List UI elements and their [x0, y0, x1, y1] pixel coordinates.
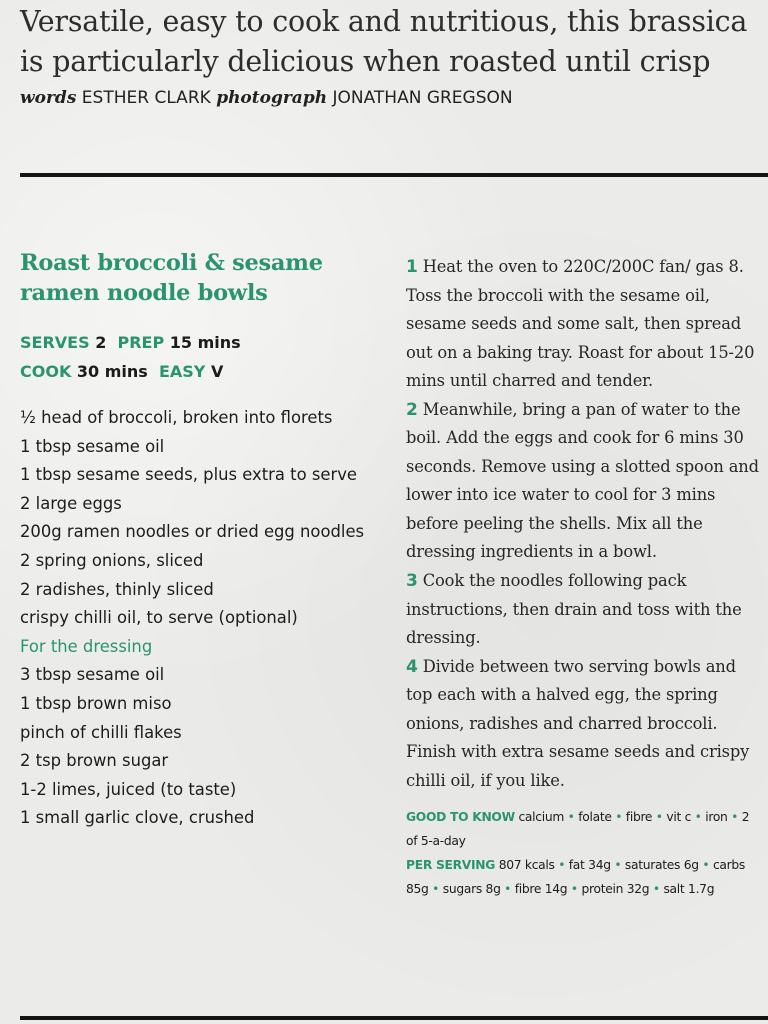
cook-label: COOK: [20, 361, 72, 381]
dressing-heading: For the dressing: [20, 636, 153, 656]
bottom-divider: [20, 1016, 768, 1020]
gtk-item: folate: [578, 810, 612, 825]
intro-line-1: Versatile, easy to cook and nutritious, this brassica: [20, 5, 748, 38]
ingredient-item: ½ head of broccoli, broken into florets: [20, 408, 333, 427]
dressing-item: 3 tbsp sesame oil: [20, 665, 165, 685]
ingredient-item: crispy chilli oil, to serve (optional): [20, 608, 298, 628]
prep-value: 15 mins: [169, 333, 241, 352]
dressing-item: 1-2 limes, juiced (to taste): [20, 779, 237, 799]
dressing-item: pinch of chilli flakes: [20, 722, 182, 742]
method-step-1: [406, 253, 761, 396]
step-number: 3: [406, 571, 418, 592]
serves-label: SERVES: [20, 333, 90, 352]
nutrient-item: 807 kcals: [498, 858, 555, 873]
gtk-item: fibre: [625, 810, 653, 825]
step-text: Cook the noodles following pack instructions, then drain and toss with the dressing.: [406, 571, 742, 648]
writer-name: ESTHER CLARK: [81, 88, 211, 108]
nutrient-item: protein 32g: [581, 882, 650, 897]
step-text: Heat the oven to 220C/200C fan/ gas 8. Toss the broccoli with the sesame oil, sesame seeds and some salt, then spread out on a baking tray. Roast for about 15-20 mins until charred and tender.: [406, 257, 755, 391]
method-step-3: [406, 567, 761, 653]
words-label: words: [20, 88, 77, 108]
vegetarian-badge: V: [210, 361, 224, 381]
cook-value: 30 mins: [76, 361, 148, 381]
ingredient-item: 1 tbsp sesame oil: [20, 436, 165, 456]
intro-text: [20, 2, 768, 82]
per-serving-label: PER SERVING: [406, 858, 496, 873]
nutrient-item: salt 1.7g: [663, 882, 715, 897]
ingredients-column: [20, 248, 390, 833]
photograph-label: photograph: [216, 88, 328, 108]
dressing-item: 1 small garlic clove, crushed: [20, 808, 255, 828]
gtk-item: 2 of 5-a-day: [406, 810, 750, 849]
ingredient-item: 200g ramen noodles or dried egg noodles: [20, 522, 365, 542]
ingredient-item: 2 radishes, thinly sliced: [20, 579, 214, 599]
recipe-title-line-2: ramen noodle bowls: [20, 280, 268, 306]
nutrition-info: [406, 805, 761, 901]
step-text: Divide between two serving bowls and top each with a halved egg, the spring onions, radishes and charred broccoli. Finish with extra sesame seeds and crispy chilli oil, if you like.: [406, 656, 750, 790]
nutrient-item: fibre 14g: [514, 882, 568, 897]
good-to-know: GOOD TO KNOW calcium • folate • fibre • vit c • iron • 2 of 5-a-day: [406, 810, 750, 849]
ingredient-item: 2 spring onions, sliced: [20, 550, 204, 570]
intro-line-2: is particularly delicious when roasted until crisp: [20, 45, 711, 78]
recipe-title: [20, 248, 390, 308]
method-steps: [406, 253, 761, 795]
good-to-know-label: GOOD TO KNOW: [406, 810, 515, 825]
gtk-item: iron: [705, 810, 728, 825]
nutrient-item: saturates 6g: [624, 858, 699, 873]
photographer-name: JONATHAN GREGSON: [332, 88, 513, 108]
dressing-item: 1 tbsp brown miso: [20, 693, 172, 713]
step-text: Meanwhile, bring a pan of water to the boil. Add the eggs and cook for 6 mins 30 seconds. Remove using a slotted spoon and lower into ice water to cool for 3 mins before peeling the shells. Mix all the dressing ingredients in a bowl.: [406, 399, 759, 562]
serves-value: 2: [95, 333, 107, 352]
method-step-4: [406, 653, 761, 796]
difficulty-badge: EASY: [158, 361, 206, 381]
ingredients-list: [20, 404, 390, 833]
method-column: [406, 253, 761, 901]
dressing-item: 2 tsp brown sugar: [20, 751, 169, 771]
ingredient-item: 2 large eggs: [20, 493, 122, 513]
nutrient-item: fat 34g: [568, 858, 611, 873]
credits: [20, 88, 513, 108]
gtk-item: vit c: [666, 810, 692, 825]
step-number: 1: [406, 257, 418, 277]
prep-label: PREP: [117, 333, 165, 352]
nutrient-item: carbs 85g: [406, 858, 746, 897]
recipe-meta: [20, 329, 390, 386]
ingredient-item: 1 tbsp sesame seeds, plus extra to serve: [20, 465, 357, 485]
nutrient-item: sugars 8g: [442, 882, 501, 897]
step-number: 2: [406, 399, 418, 420]
method-step-2: [406, 396, 761, 567]
gtk-item: calcium: [518, 810, 565, 825]
recipe-title-line-1: Roast broccoli & sesame: [20, 250, 323, 276]
step-number: 4: [406, 656, 418, 677]
top-divider: [20, 173, 768, 177]
per-serving: PER SERVING 807 kcals • fat 34g • saturates 6g • carbs 85g • sugars 8g • fibre 14g • protein 32g • salt 1.7g: [406, 858, 746, 897]
